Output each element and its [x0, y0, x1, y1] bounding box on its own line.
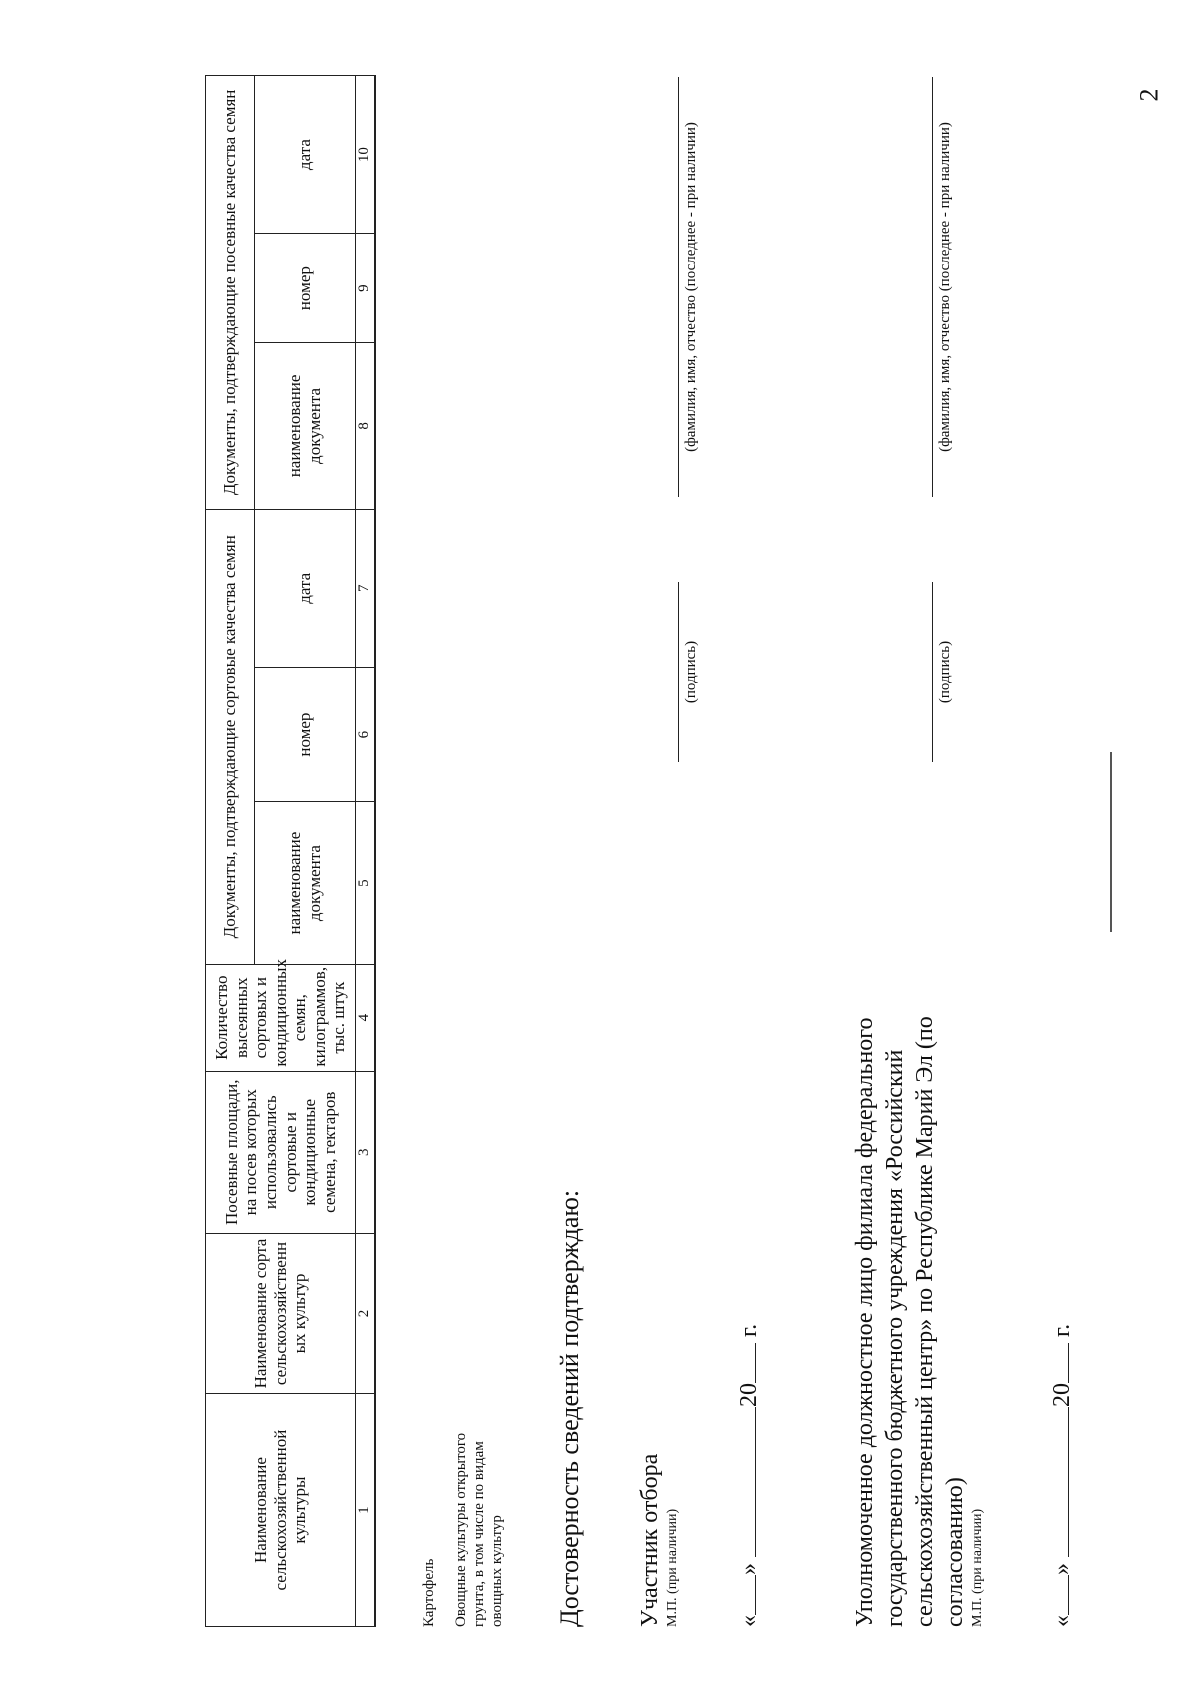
year-blank[interactable] [735, 1343, 756, 1383]
name-caption: (фамилия, имя, отчество (последнее - при наличии) [937, 122, 953, 452]
header-sowing-docs: Документы, подтверждающие посевные качества семян [206, 76, 255, 510]
name-caption: (фамилия, имя, отчество (последнее - при наличии) [683, 122, 699, 452]
header-doc-date: дата [255, 76, 356, 234]
header-doc-name: наименование документа [255, 802, 356, 964]
participant-seal: М.П. (при наличии) [665, 1508, 680, 1627]
header-seed-quantity: Количество высеянных сортовых и кондиционных семян, килограммов, тыс. штук [206, 964, 356, 1071]
column-number: 2 [356, 1233, 376, 1393]
day-blank[interactable] [735, 1575, 756, 1615]
official-block [850, 1007, 986, 1627]
column-number: 1 [356, 1394, 376, 1627]
column-number: 7 [356, 509, 376, 667]
column-number: 5 [356, 802, 376, 964]
date-open-quote: « [736, 1615, 762, 1627]
year-suffix: г. [736, 1323, 762, 1337]
year-prefix: 20 [1049, 1383, 1075, 1407]
header-doc-date: дата [255, 509, 356, 667]
day-blank[interactable] [1048, 1575, 1069, 1615]
official-date-line [1048, 1324, 1076, 1627]
header-doc-number: номер [255, 234, 356, 343]
date-open-quote: « [1049, 1615, 1075, 1627]
year-prefix: 20 [736, 1383, 762, 1407]
month-blank[interactable] [735, 1407, 756, 1557]
date-close-quote: » [736, 1563, 762, 1575]
header-doc-name: наименование документа [255, 343, 356, 510]
signature-caption: (подпись) [937, 640, 953, 704]
participant-block [635, 1454, 681, 1627]
row-potato: Картофель [421, 1558, 437, 1627]
header-varietal-docs: Документы, подтверждающие сортовые качества семян [206, 509, 255, 964]
page-number: 2 [1134, 88, 1164, 102]
seed-report-table [205, 75, 376, 1627]
header-crop: Наименование сельскохозяйственной культуры [206, 1394, 356, 1627]
official-signature[interactable] [932, 582, 954, 762]
participant-name[interactable] [678, 77, 700, 497]
year-suffix: г. [1049, 1323, 1075, 1337]
signature-caption: (подпись) [683, 640, 699, 704]
signature-line [678, 582, 679, 762]
official-name[interactable] [932, 77, 954, 497]
name-line [678, 77, 679, 497]
header-variety: Наименование сорта сельскохозяйственн ых культур [206, 1233, 356, 1393]
column-number: 6 [356, 667, 376, 802]
column-number: 9 [356, 234, 376, 343]
header-sown-area: Посевные площади, на посев которых использовались сортовые и кондиционные семена, гектаров [206, 1071, 356, 1233]
official-title: Уполномоченное должностное лицо филиала федерального государственного бюджетного учреждения «Российский сельскохозяйственный центр» по Республике Марий Эл (по согласованию) [852, 1016, 968, 1627]
name-line [932, 77, 933, 497]
crop-rows [400, 1387, 506, 1627]
column-number: 3 [356, 1071, 376, 1233]
participant-title: Участник отбора [637, 1453, 663, 1627]
participant-date-line [735, 1324, 763, 1627]
date-close-quote: » [1049, 1563, 1075, 1575]
column-number: 4 [356, 964, 376, 1071]
year-blank[interactable] [1048, 1343, 1069, 1383]
confirmation-heading: Достоверность сведений подтверждаю: [555, 1189, 584, 1627]
row-vegetables: Овощные культуры открытого грунта, в том числе по видам овощных культур [453, 1432, 505, 1627]
header-doc-number: номер [255, 667, 356, 802]
column-number: 10 [356, 76, 376, 234]
month-blank[interactable] [1048, 1407, 1069, 1557]
column-number: 8 [356, 343, 376, 510]
official-seal: М.П. (при наличии) [970, 1508, 985, 1627]
signature-line [932, 582, 933, 762]
participant-signature[interactable] [678, 582, 700, 762]
